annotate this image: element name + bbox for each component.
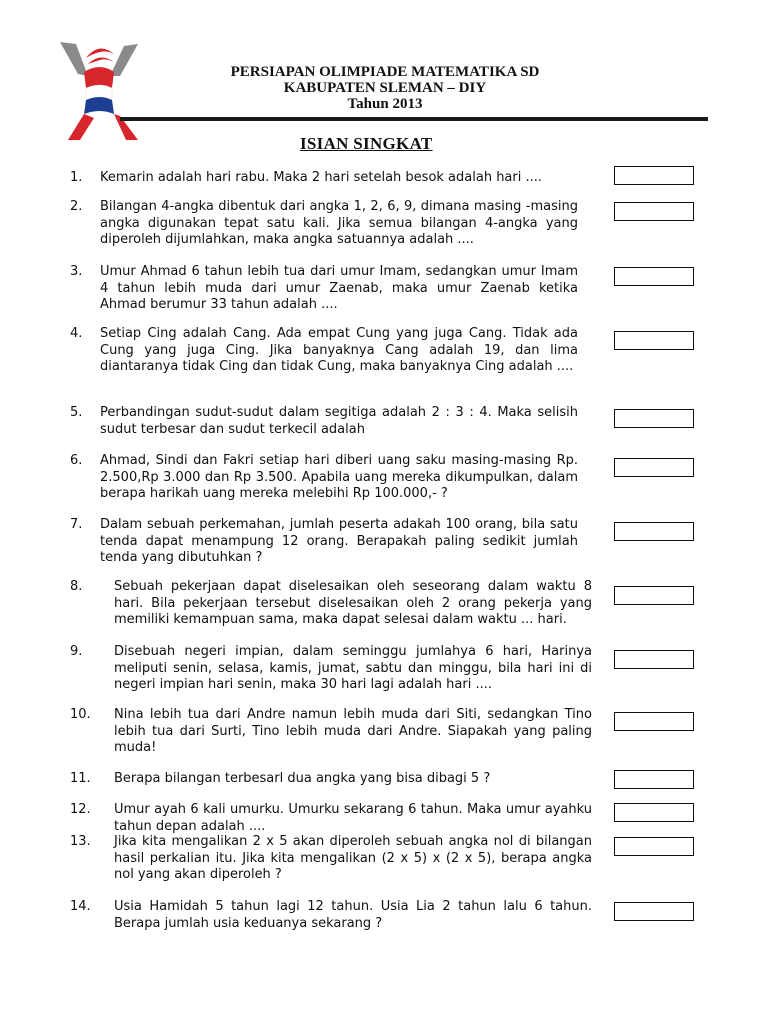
answer-box[interactable] (614, 522, 694, 541)
answer-box[interactable] (614, 770, 694, 789)
question-text: Nina lebih tua dari Andre namun lebih muda dari Siti, sedangkan Tino lebih tua dari Surti, Tino lebih muda dari Andre. Siapakah yang paling muda! (114, 707, 592, 756)
document-header (160, 64, 610, 112)
question-text: Bilangan 4-angka dibentuk dari angka 1, 2, 6, 9, dimana masing -masing angka digunakan tepat satu kali. Jika semua bilangan 4-angka yang diperoleh dijumlahkan, maka angka satuannya adalah .... (100, 199, 578, 248)
question-text: Umur Ahmad 6 tahun lebih tua dari umur Imam, sedangkan umur Imam 4 tahun lebih muda dari umur Zaenab, maka umur Zaenab ketika Ahmad berumur 33 tahun adalah .... (100, 264, 578, 313)
olympiad-logo (54, 36, 144, 144)
question-text: Sebuah pekerjaan dapat diselesaikan oleh seseorang dalam waktu 8 hari. Bila pekerjaan tersebut diselesaikan oleh 2 orang pekerja yang memiliki kemampuan sama, maka dapat selesai dalam waktu ... hari. (114, 579, 592, 628)
answer-box[interactable] (614, 803, 694, 822)
question-text: Dalam sebuah perkemahan, jumlah peserta adakah 100 orang, bila satu tenda dapat menampung 12 orang. Berapakah paling sedikit jumlah tenda yang dibutuhkan ? (100, 517, 578, 566)
question-text: Berapa bilangan terbesarl dua angka yang bisa dibagi 5 ? (114, 771, 491, 786)
question-number: 3. (70, 264, 83, 279)
section-title: ISIAN SINGKAT (300, 134, 433, 153)
answer-box[interactable] (614, 650, 694, 669)
question-number: 8. (70, 579, 83, 594)
question-number: 12. (70, 802, 91, 817)
header-title: PERSIAPAN OLIMPIADE MATEMATIKA SD (230, 64, 540, 80)
olympiad-figure-icon (60, 42, 138, 140)
answer-box[interactable] (614, 712, 694, 731)
question-number: 5. (70, 405, 83, 420)
question-number: 14. (70, 899, 91, 914)
question-number: 4. (70, 326, 83, 341)
question-text: Ahmad, Sindi dan Fakri setiap hari diberi uang saku masing-masing Rp. 2.500,Rp 3.000 dan Rp 3.500. Apabila uang mereka dikumpulkan, dalam berapa harikah uang mereka melebihi Rp 100.000,- ? (100, 453, 578, 502)
question-text: Jika kita mengalikan 2 x 5 akan diperoleh sebuah angka nol di bilangan hasil perkalian itu. Jika kita mengalikan (2 x 5) x (2 x 5), berapa angka nol yang akan diperoleh ? (114, 834, 592, 883)
header-divider (120, 117, 708, 121)
question-number: 7. (70, 517, 83, 532)
answer-box[interactable] (614, 202, 694, 221)
answer-box[interactable] (614, 458, 694, 477)
question-number: 9. (70, 644, 83, 659)
question-number: 11. (70, 771, 91, 786)
answer-box[interactable] (614, 902, 694, 921)
question-number: 1. (70, 170, 83, 185)
question-text: Setiap Cing adalah Cang. Ada empat Cung yang juga Cang. Tidak ada Cung yang juga Cing. Jika banyaknya Cang adalah 19, dan lima diantaranya tidak Cing dan tidak Cung, maka banyaknya Cing adalah .... (100, 326, 578, 375)
answer-box[interactable] (614, 837, 694, 856)
answer-box[interactable] (614, 586, 694, 605)
answer-box[interactable] (614, 409, 694, 428)
question-number: 2. (70, 199, 83, 214)
answer-box[interactable] (614, 331, 694, 350)
answer-box[interactable] (614, 166, 694, 185)
question-text: Disebuah negeri impian, dalam seminggu jumlahya 6 hari, Harinya meliputi senin, selasa, kamis, jumat, sabtu dan minggu, bila hari ini di negeri impian hari senin, maka 30 hari lagi adalah hari .... (114, 644, 592, 693)
answer-box[interactable] (614, 267, 694, 286)
question-number: 13. (70, 834, 91, 849)
header-region: KABUPATEN SLEMAN – DIY (283, 80, 487, 96)
question-number: 10. (70, 707, 91, 722)
question-text: Perbandingan sudut-sudut dalam segitiga adalah 2 : 3 : 4. Maka selisih sudut terbesar dan sudut terkecil adalah (100, 405, 578, 437)
question-number: 6. (70, 453, 83, 468)
question-text: Umur ayah 6 kali umurku. Umurku sekarang 6 tahun. Maka umur ayahku tahun depan adalah .... (114, 802, 592, 834)
question-text: Kemarin adalah hari rabu. Maka 2 hari setelah besok adalah hari .... (100, 170, 543, 185)
header-year: Tahun 2013 (347, 96, 423, 112)
question-text: Usia Hamidah 5 tahun lagi 12 tahun. Usia Lia 2 tahun lalu 6 tahun. Berapa jumlah usia keduanya sekarang ? (114, 899, 592, 931)
